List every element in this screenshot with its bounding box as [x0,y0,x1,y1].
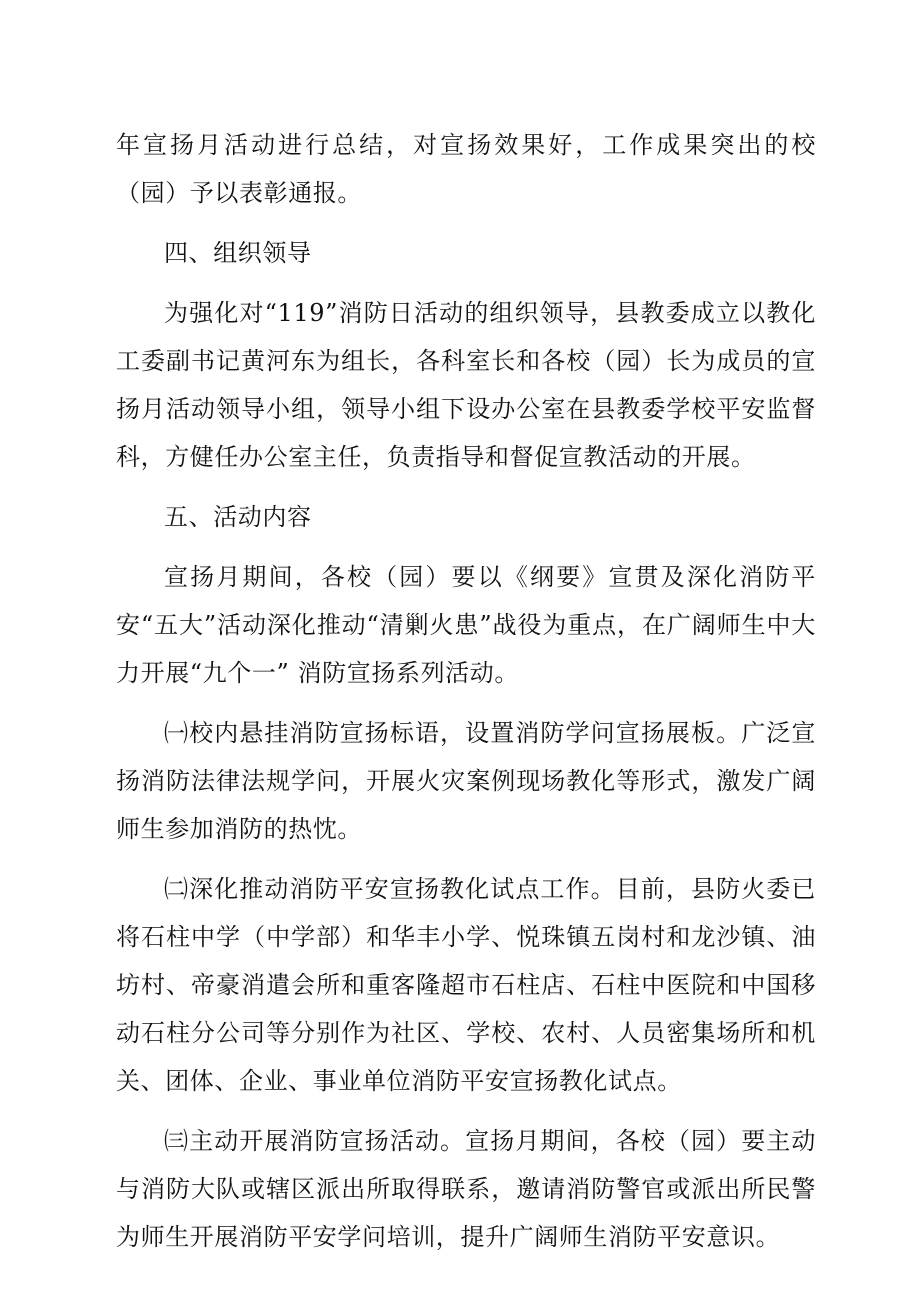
paragraph-item-2: ㈡深化推动消防平安宣扬教化试点工作。目前，县防火委已将石柱中学（中学部）和华丰小学、悦珠镇五岗村和龙沙镇、油坊村、帝豪消遣会所和重客隆超市石柱店、石柱中医院和中国移动石柱分公司等分别作为社区、学校、农村、人员密集场所和机关、团体、企业、事业单位消防平安宣扬教化试点。 [116,875,816,1095]
paragraph-organization: 为强化对“119”消防日活动的组织领导，县教委成立以教化工委副书记黄河东为组长，各科室长和各校（园）长为成员的宣扬月活动领导小组，领导小组下设办公室在县教委学校平安监督科，方健任办公室主任，负责指导和督促宣教活动的开展。 [116,299,816,471]
document-body [116,121,816,1273]
section-heading-activities: 五、活动内容 [164,503,312,531]
paragraph-item-1: ㈠校内悬挂消防宣扬标语，设置消防学问宣扬展板。广泛宣扬消防法律法规学问，开展火灾案例现场教化等形式，激发广阔师生参加消防的热忱。 [116,719,816,843]
paragraph-activities-intro: 宣扬月期间，各校（园）要以《纲要》宣贯及深化消防平安“五大”活动深化推动“清剿火患”战役为重点，在广阔师生中大力开展“九个一” 消防宣扬系列活动。 [116,563,816,687]
paragraph-item-3: ㈢主动开展消防宣扬活动。宣扬月期间，各校（园）要主动与消防大队或辖区派出所取得联系，邀请消防警官或派出所民警为师生开展消防平安学问培训，提升广阔师生消防平安意识。 [116,1127,816,1251]
section-heading-organization: 四、组织领导 [164,239,312,267]
paragraph-continuation: 年宣扬月活动进行总结，对宣扬效果好，工作成果突出的校（园）予以表彰通报。 [116,131,816,207]
